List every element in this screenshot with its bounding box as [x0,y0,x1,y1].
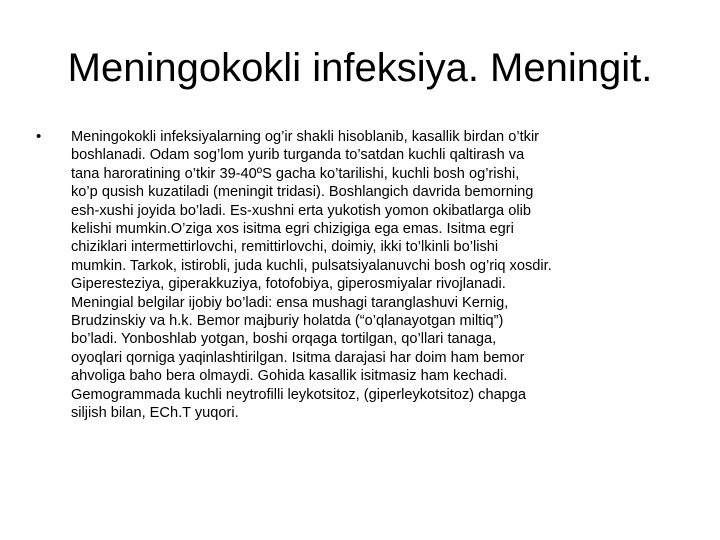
bullet-icon: • [36,128,42,145]
body-line-7: chiziklari intermettirlovchi, remittirlovchi, doimiy, ikki to’lkinli bo’lishi [71,239,499,256]
body-line-4: ko’p qusish kuzatiladi (meningit tridasi). Boshlangich davrida bemorning [71,184,534,201]
body-line-6: kelishi mumkin.O’ziga xos isitma egri chizigiga ega emas. Isitma egri [71,221,514,238]
body-line-11: Brudzinskiy va h.k. Bemor majburiy holatda (“o’qlanayotgan miltiq”) [71,313,504,330]
body-line-13: oyoqlari qorniga yaqinlashtirilgan. Isitma darajasi har doim ham bemor [71,349,525,366]
body-line-9: Giperesteziya, giperakkuziya, fotofobiya, giperosmiyalar rivojlanadi. [71,276,506,293]
bullet-text [71,128,686,423]
body-line-2: boshlanadi. Odam sog’lom yurib turganda to’satdan kuchli qaltirash va [71,147,525,164]
bullet-item [36,128,686,423]
body-line-8: mumkin. Tarkok, istirobli, juda kuchli, pulsatsiyalanuvchi bosh og’riq xosdir. [71,257,552,274]
body-line-5: esh-xushi joyida bo’ladi. Es-xushni erta yukotish yomon okibatlarga olib [71,202,531,219]
body-line-1: Meningokokli infeksiyalarning og’ir shakli hisoblanib, kasallik birdan o’tkir [71,129,540,145]
body-line-16: siljish bilan, ECh.T yuqori. [71,405,239,422]
slide-body [36,128,686,423]
body-line-12: bo’ladi. Yonboshlab yotgan, boshi orqaga tortilgan, qo’llari tanaga, [71,331,497,348]
slide-title: Meningokokli infeksiya. Meningit. [67,46,653,90]
body-line-15: Gemogrammada kuchli neytrofilli leykotsitoz, (giperleykotsitoz) chapga [71,386,527,403]
body-line-14: ahvoliga baho bera olmaydi. Gohida kasallik isitmasiz ham kechadi. [71,368,508,385]
body-line-3: tana haroratining o’tkir 39-40ºS gacha ko’tarilishi, kuchli bosh og’rishi, [71,165,520,182]
body-line-10: Meningial belgilar ijobiy bo’ladi: ensa mushagi taranglashuvi Kernig, [71,294,509,311]
